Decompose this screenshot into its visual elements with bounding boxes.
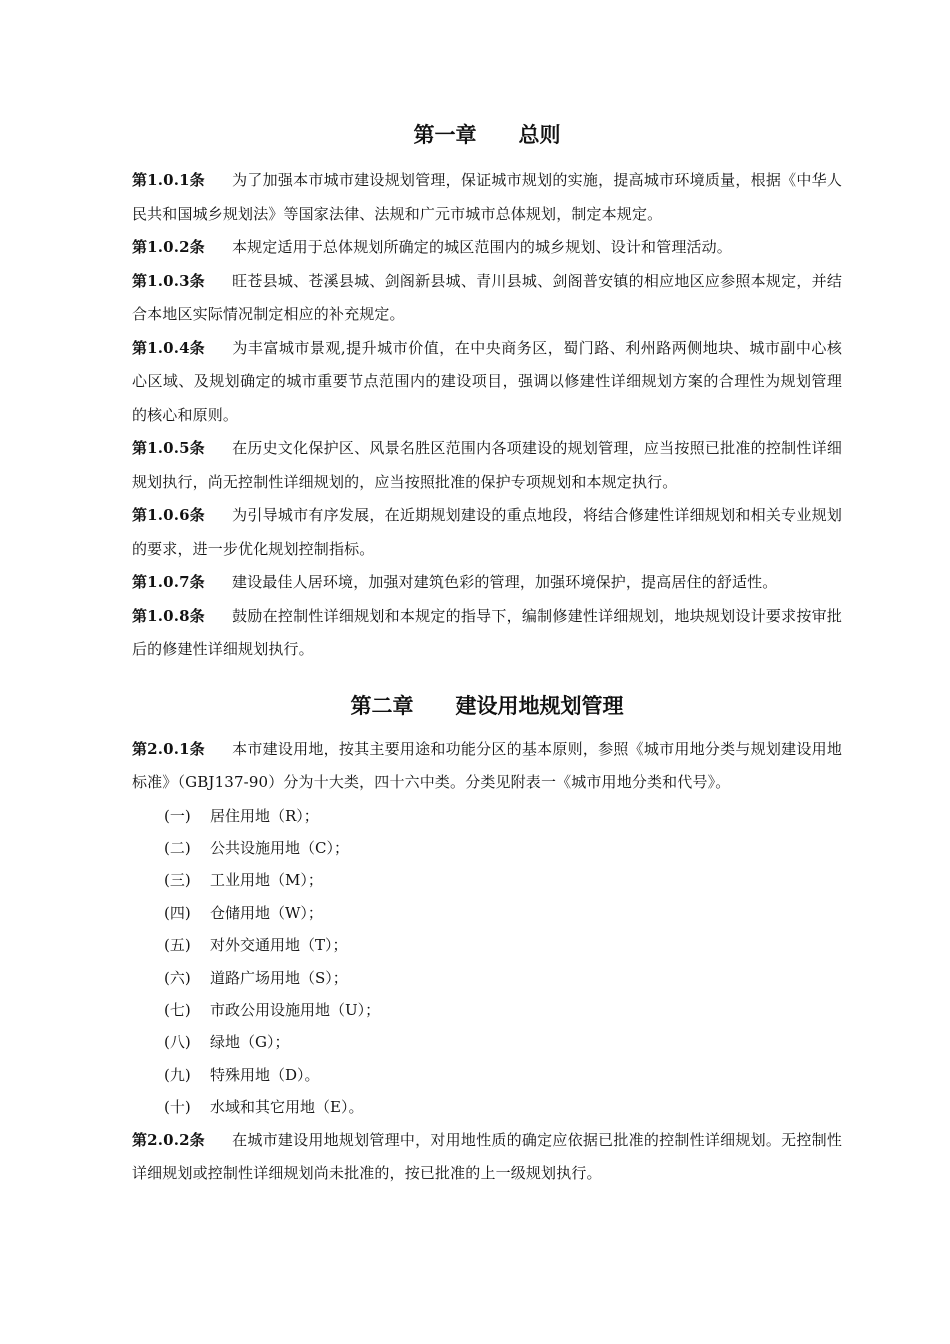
list-item-mark: (二) <box>164 838 191 857</box>
article-text: 在历史文化保护区、风景名胜区范围内各项建设的规划管理，应当按照已批准的控制性详细规划执行，尚无控制性详细规划的，应当按照批准的保护专项规划和本规定执行。 <box>132 439 842 491</box>
list-item <box>132 1026 842 1058</box>
list-item <box>132 1059 842 1091</box>
list-item <box>132 864 842 896</box>
article-text: 为了加强本市城市建设规划管理，保证城市规划的实施，提高城市环境质量，根据《中华人民共和国城乡规划法》等国家法律、法规和广元市城市总体规划，制定本规定。 <box>132 171 842 223</box>
list-item-text: 公共设施用地（C）； <box>210 838 349 857</box>
list-item-mark: (四) <box>164 903 191 922</box>
list-item-mark: (八) <box>164 1033 191 1052</box>
article-text: 本市建设用地，按其主要用途和功能分区的基本原则，参照《城市用地分类与规划建设用地标准》（GBJ137-90）分为十大类，四十六中类。分类见附表一《城市用地分类和代号》。 <box>132 739 842 791</box>
article-number: 第2.0.2条 <box>132 1130 205 1149</box>
article-text: 鼓励在控制性详细规划和本规定的指导下，编制修建性详细规划，地块规划设计要求按审批后的修建性详细规划执行。 <box>132 606 842 658</box>
article-number: 第1.0.3条 <box>132 271 205 290</box>
list-item-text: 居住用地（R）； <box>210 806 319 825</box>
list-item <box>132 929 842 961</box>
list-item-text: 工业用地（M）； <box>210 871 323 890</box>
list-item-mark: (一) <box>164 806 191 825</box>
article-1-0-8 <box>132 600 842 667</box>
list-item <box>132 1091 842 1123</box>
article-number: 第1.0.2条 <box>132 238 205 256</box>
article-number: 第1.0.1条 <box>132 171 205 189</box>
article-number: 第1.0.5条 <box>132 439 205 457</box>
article-1-0-3 <box>132 265 842 332</box>
list-item <box>132 897 842 929</box>
list-item-text: 仓储用地（W）； <box>210 903 323 922</box>
list-item-text: 对外交通用地（T）； <box>210 936 348 955</box>
list-item-mark: (五) <box>164 936 191 955</box>
list-item-text: 市政公用设施用地（U）； <box>210 1000 381 1019</box>
article-number: 第2.0.1条 <box>132 739 205 758</box>
article-number: 第1.0.7条 <box>132 573 205 591</box>
article-number: 第1.0.4条 <box>132 338 205 357</box>
article-text: 为引导城市有序发展，在近期规划建设的重点地段，将结合修建性详细规划和相关专业规划的要求，进一步优化规划控制指标。 <box>132 506 842 558</box>
list-item-mark: (六) <box>164 968 191 987</box>
chapter-1-title: 第一章 总则 <box>413 122 561 147</box>
list-item-text: 特殊用地（D）。 <box>210 1065 320 1084</box>
list-item-mark: (九) <box>164 1065 191 1084</box>
article-text: 在城市建设用地规划管理中，对用地性质的确定应依据已批准的控制性详细规划。无控制性详细规划或控制性详细规划尚未批准的，按已批准的上一级规划执行。 <box>132 1130 842 1183</box>
list-item-text: 绿地（G）； <box>210 1033 290 1052</box>
list-item <box>132 994 842 1026</box>
article-1-0-2 <box>132 231 842 265</box>
list-item-text: 道路广场用地（S）； <box>210 968 348 987</box>
article-number: 第1.0.6条 <box>132 506 205 524</box>
list-item-mark: (七) <box>164 1000 191 1019</box>
article-1-0-4 <box>132 332 842 433</box>
article-2-0-2 <box>132 1124 842 1191</box>
article-1-0-7 <box>132 566 842 600</box>
article-2-0-1 <box>132 733 842 800</box>
article-text: 建设最佳人居环境，加强对建筑色彩的管理，加强环境保护，提高居住的舒适性。 <box>232 573 778 591</box>
list-item <box>132 832 842 864</box>
article-1-0-5 <box>132 432 842 499</box>
list-item-text: 水域和其它用地（E）。 <box>210 1098 364 1117</box>
article-1-0-1 <box>132 164 842 231</box>
article-text: 为丰富城市景观,提升城市价值，在中央商务区，蜀门路、利州路两侧地块、城市副中心核心区域、及规划确定的城市重要节点范围内的建设项目，强调以修建性详细规划方案的合理性为规划管理的核心和原则。 <box>132 338 842 424</box>
article-1-0-6 <box>132 499 842 566</box>
chapter-2-title: 第二章 建设用地规划管理 <box>350 692 624 718</box>
list-item <box>132 800 842 832</box>
article-number: 第1.0.8条 <box>132 606 205 625</box>
list-item-mark: (十) <box>164 1098 191 1117</box>
article-text: 本规定适用于总体规划所确定的城区范围内的城乡规划、设计和管理活动。 <box>232 238 732 256</box>
article-text: 旺苍县城、苍溪县城、剑阁新县城、青川县城、剑阁普安镇的相应地区应参照本规定，并结合本地区实际情况制定相应的补充规定。 <box>132 271 842 323</box>
list-item <box>132 962 842 994</box>
list-item-mark: (三) <box>164 871 191 890</box>
